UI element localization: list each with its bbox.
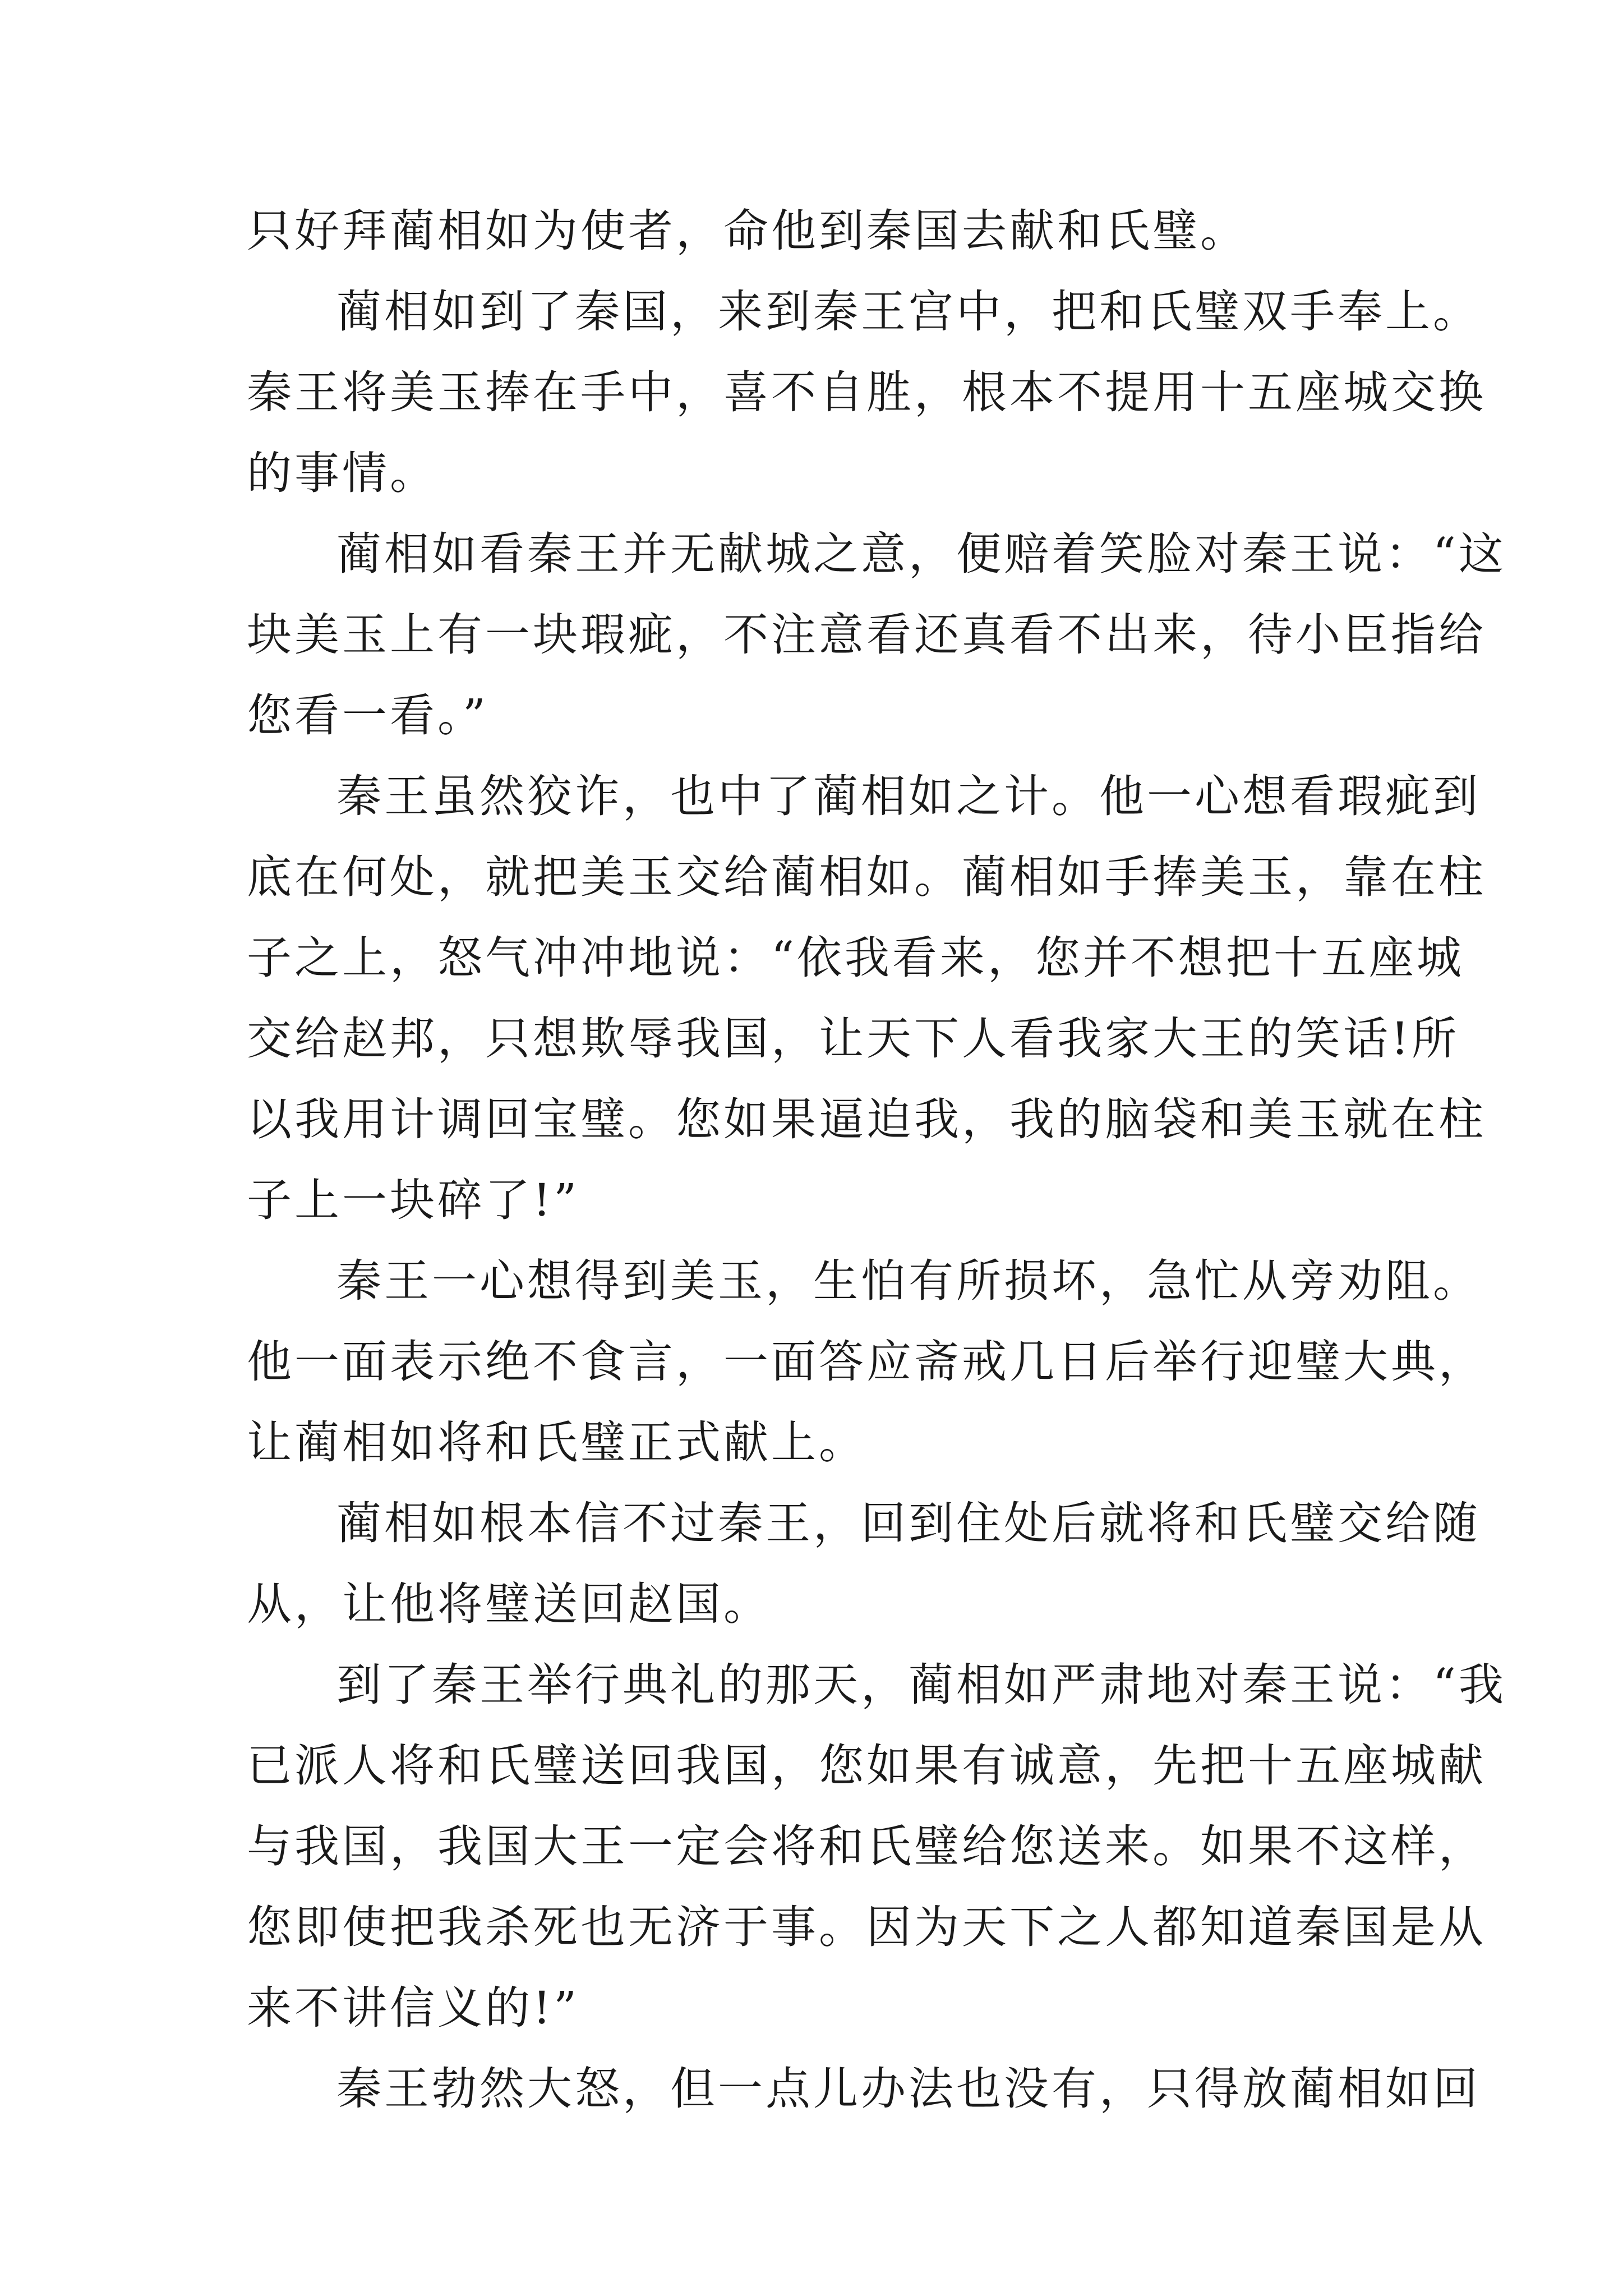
text-line: 以我用计调回宝璧。您如果逼迫我，我的脑袋和美玉就在柱 [247, 1093, 1486, 1145]
text-line: 的事情。 [247, 447, 437, 499]
text-line: 您看一看。” [247, 689, 488, 742]
text-line: 底在何处，就把美玉交给蔺相如。蔺相如手捧美玉，靠在柱 [247, 851, 1486, 903]
text-line-paragraph-start: 蔺相如到了秦国，来到秦王宫中，把和氏璧双手奉上。 [336, 286, 1481, 338]
text-line-paragraph-start: 秦王一心想得到美玉，生怕有所损坏，急忙从旁劝阻。 [336, 1255, 1481, 1307]
text-line: 让蔺相如将和氏璧正式献上。 [247, 1416, 866, 1469]
text-line-paragraph-start: 秦王虽然狡诈，也中了蔺相如之计。他一心想看瑕疵到 [336, 770, 1481, 822]
text-line: 块美玉上有一块瑕疵，不注意看还真看不出来，待小臣指给 [247, 609, 1486, 661]
text-line: 来不讲信义的!” [247, 1982, 580, 2034]
text-line: 只好拜蔺相如为使者，命他到秦国去献和氏璧。 [247, 205, 1248, 257]
text-line-paragraph-start: 蔺相如看秦王并无献城之意，便赔着笑脸对秦王说：“这 [336, 528, 1506, 580]
text-line-paragraph-start: 到了秦王举行典礼的那天，蔺相如严肃地对秦王说：“我 [336, 1659, 1506, 1711]
text-line: 秦王将美玉捧在手中，喜不自胜，根本不提用十五座城交换 [247, 366, 1486, 418]
text-line: 您即使把我杀死也无济于事。因为天下之人都知道秦国是从 [247, 1901, 1486, 1953]
text-line: 交给赵邦，只想欺辱我国，让天下人看我家大王的笑话!所 [247, 1013, 1460, 1065]
text-line: 子之上，怒气冲冲地说：“依我看来，您并不想把十五座城 [247, 932, 1464, 984]
text-line: 子上一块碎了!” [247, 1174, 580, 1226]
text-line: 从，让他将璧送回赵国。 [247, 1578, 771, 1630]
text-line: 与我国，我国大王一定会将和氏璧给您送来。如果不这样， [247, 1820, 1486, 1872]
text-line-paragraph-start: 秦王勃然大怒，但一点儿办法也没有，只得放蔺相如回 [336, 2063, 1481, 2115]
text-line: 他一面表示绝不食言，一面答应斋戒几日后举行迎璧大典， [247, 1336, 1486, 1388]
body-text [247, 191, 1506, 2129]
text-line-paragraph-start: 蔺相如根本信不过秦王，回到住处后就将和氏璧交给随 [336, 1497, 1481, 1549]
text-line: 已派人将和氏璧送回我国，您如果有诚意，先把十五座城献 [247, 1740, 1486, 1792]
